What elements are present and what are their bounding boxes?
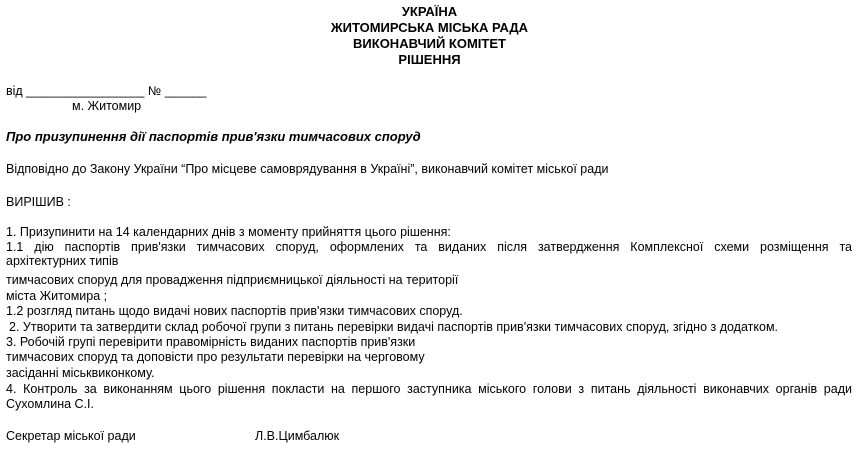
signature-role: Секретар міської ради — [6, 429, 136, 443]
item-1-1-line-a: 1.1 дію паспортів прив'язки тимчасових споруд, оформлених та виданих після затвердження Комплексної схеми розміщення та — [6, 240, 852, 254]
item-3-line-b: тимчасових споруд та доповісти про результати перевірки на черговому — [6, 350, 425, 364]
date-number-line: від _________________ № ______ — [6, 84, 207, 98]
item-3-line-c: засіданні міськвиконкому. — [6, 366, 155, 380]
header-doc-type: РІШЕННЯ — [398, 52, 461, 67]
header-committee: ВИКОНАВЧИЙ КОМІТЕТ — [353, 36, 506, 51]
city-line: м. Житомир — [72, 99, 142, 113]
item-1-1-line-d: міста Житомира ; — [6, 289, 108, 303]
header-country: УКРАЇНА — [401, 4, 458, 19]
item-1-1-line-b: архітектурних типів — [6, 254, 119, 268]
item-1-2: 1.2 розгляд питань щодо видачі нових паспортів прив'язки тимчасових споруд. — [6, 304, 463, 318]
signature-name: Л.В.Цимбалюк — [255, 429, 340, 443]
item-1: 1. Призупинити на 14 календарних днів з моменту прийняття цього рішення: — [6, 225, 451, 239]
document-title: Про призупинення дії паспортів прив'язки тимчасових споруд — [6, 129, 421, 144]
item-2: 2. Утворити та затвердити склад робочої групи з питань перевірки видачі паспортів прив'язки тимчасових споруд, згідно з додатком. — [9, 320, 779, 334]
header-council: ЖИТОМИРСЬКА МІСЬКА РАДА — [330, 20, 529, 35]
item-3-line-a: 3. Робочій групі перевірити правомірність виданих паспортів прив'язки — [6, 335, 416, 349]
preamble: Відповідно до Закону України “Про місцеве самоврядування в Україні”, виконавчий комітет міської ради — [6, 162, 609, 176]
resolved-heading: ВИРІШИВ : — [6, 195, 71, 209]
item-1-1-line-c: тимчасових споруд для провадження підприємницької діяльності на території — [6, 273, 459, 287]
item-4-line-a: 4. Контроль за виконанням цього рішення покласти на першого заступника міського голови з питань діяльності виконавчих органів ради — [6, 382, 852, 396]
item-4-line-b: Сухомлина С.І. — [6, 397, 94, 411]
document-header — [0, 4, 859, 68]
